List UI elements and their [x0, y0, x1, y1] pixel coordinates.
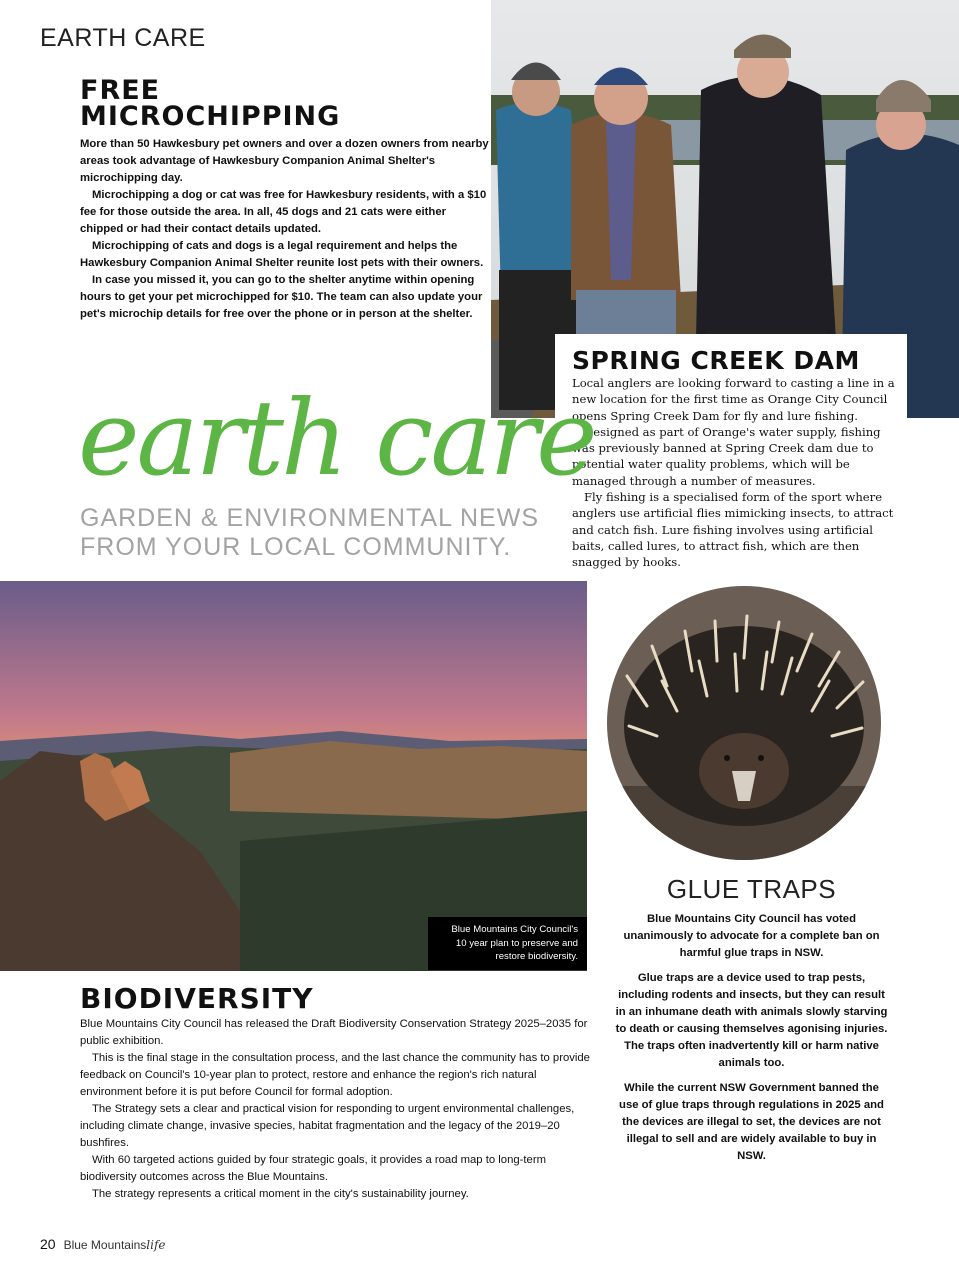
caption-line3: restore biodiversity.	[495, 951, 578, 962]
spring-creek-paragraph: Local anglers are looking forward to casting a line in a new location for the first time as Orange City Council opens Spring Creek Dam for fly and lure fishing.	[572, 376, 895, 423]
microchipping-paragraph: Microchipping a dog or cat was free for Hawkesbury residents, with a $10 fee for those outside the area. In all, 45 dogs and 21 cats were either chipped or had their contact details updated.	[80, 189, 487, 235]
caption-line2: 10 year plan to preserve and	[455, 937, 578, 949]
echidna-photo	[607, 586, 881, 860]
biodiversity-paragraph: Blue Mountains City Council has released the Draft Biodiversity Conservation Strategy 2025–2035 for public exhibition.	[80, 1018, 588, 1047]
biodiversity-title: BIODIVERSITY	[80, 982, 314, 1015]
page-footer	[40, 1236, 166, 1252]
blue-mountains-photo	[0, 581, 587, 971]
tagline	[80, 504, 539, 562]
biodiversity-body	[80, 1016, 596, 1203]
earth-care-script-title: earth care	[78, 377, 595, 499]
microchipping-title	[80, 75, 341, 132]
glue-traps-body	[615, 911, 888, 1173]
biodiversity-paragraph: With 60 targeted actions guided by four strategic goals, it provides a road map to long-term biodiversity outcomes across the Blue Mountains.	[80, 1154, 546, 1183]
spring-creek-title: SPRING CREEK DAM	[572, 346, 860, 375]
magazine-name-main: Blue Mountains	[63, 1238, 147, 1252]
glue-traps-paragraph: Glue traps are a device used to trap pests, including rodents and insects, but they can result in an inhumane death with animals slowly starving to death or causing themselves agonising injuries. The traps often inadvertently kill or harm native animals too.	[615, 972, 888, 1069]
biodiversity-paragraph: The Strategy sets a clear and practical vision for responding to urgent environmental challenges, including climate change, invasive species, habitat fragmentation and the legacy of the 2019–20 bushfires.	[80, 1103, 575, 1149]
glue-traps-title: GLUE TRAPS	[666, 874, 837, 904]
microchipping-paragraph: More than 50 Hawkesbury pet owners and over a dozen owners from nearby areas took advantage of Hawkesbury Companion Animal Shelter's microchipping day.	[80, 138, 489, 184]
tagline-line2: FROM YOUR LOCAL COMMUNITY.	[80, 533, 512, 561]
glue-traps-paragraph: Blue Mountains City Council has voted unanimously to advocate for a complete ban on harmful glue traps in NSW.	[623, 913, 880, 959]
page-number: 20	[40, 1236, 56, 1252]
magazine-name-suffix: life	[146, 1238, 166, 1252]
caption-line1: Blue Mountains City Council's	[451, 924, 578, 935]
microchipping-title-line2: MICROCHIPPING	[80, 101, 341, 132]
magazine-name	[64, 1238, 166, 1252]
biodiversity-paragraph: The strategy represents a critical moment in the city's sustainability journey.	[92, 1188, 469, 1200]
section-label: EARTH CARE	[40, 24, 206, 52]
microchipping-paragraph: In case you missed it, you can go to the shelter anytime within opening hours to get your pet microchipped for $10. The team can also update your pet's microchip details for free over the phone or in person at the shelter.	[80, 274, 483, 320]
glue-traps-paragraph: While the current NSW Government banned the use of glue traps through regulations in 2025 and the devices are illegal to set, the devices are not illegal to sell and are widely available to buy in NSW.	[619, 1082, 884, 1162]
spring-creek-paragraph: Fly fishing is a specialised form of the sport where anglers use artificial flies mimicking insects, to attract and catch fish. Lure fishing involves using artificial baits, called lures, to attract fish, which are then snagged by hooks.	[572, 490, 894, 570]
microchipping-body	[80, 136, 492, 323]
photo-caption	[428, 917, 587, 970]
tagline-line1: GARDEN & ENVIRONMENTAL NEWS	[80, 504, 539, 532]
biodiversity-paragraph: This is the final stage in the consultation process, and the last chance the community has to provide feedback on Council's 10-year plan to protect, restore and enhance the region's rich natural environment before it is put before Council for formal adoption.	[80, 1052, 590, 1098]
microchipping-title-line1: FREE	[80, 75, 161, 106]
spring-creek-paragraph: Designed as part of Orange's water supply, fishing was previously banned at Spring Creek dam due to potential water quality problems, which will be managed through a number of measures.	[572, 424, 881, 488]
microchipping-paragraph: Microchipping of cats and dogs is a legal requirement and helps the Hawkesbury Companion Animal Shelter reunite lost pets with their owners.	[80, 240, 484, 269]
spring-creek-body	[572, 375, 906, 571]
